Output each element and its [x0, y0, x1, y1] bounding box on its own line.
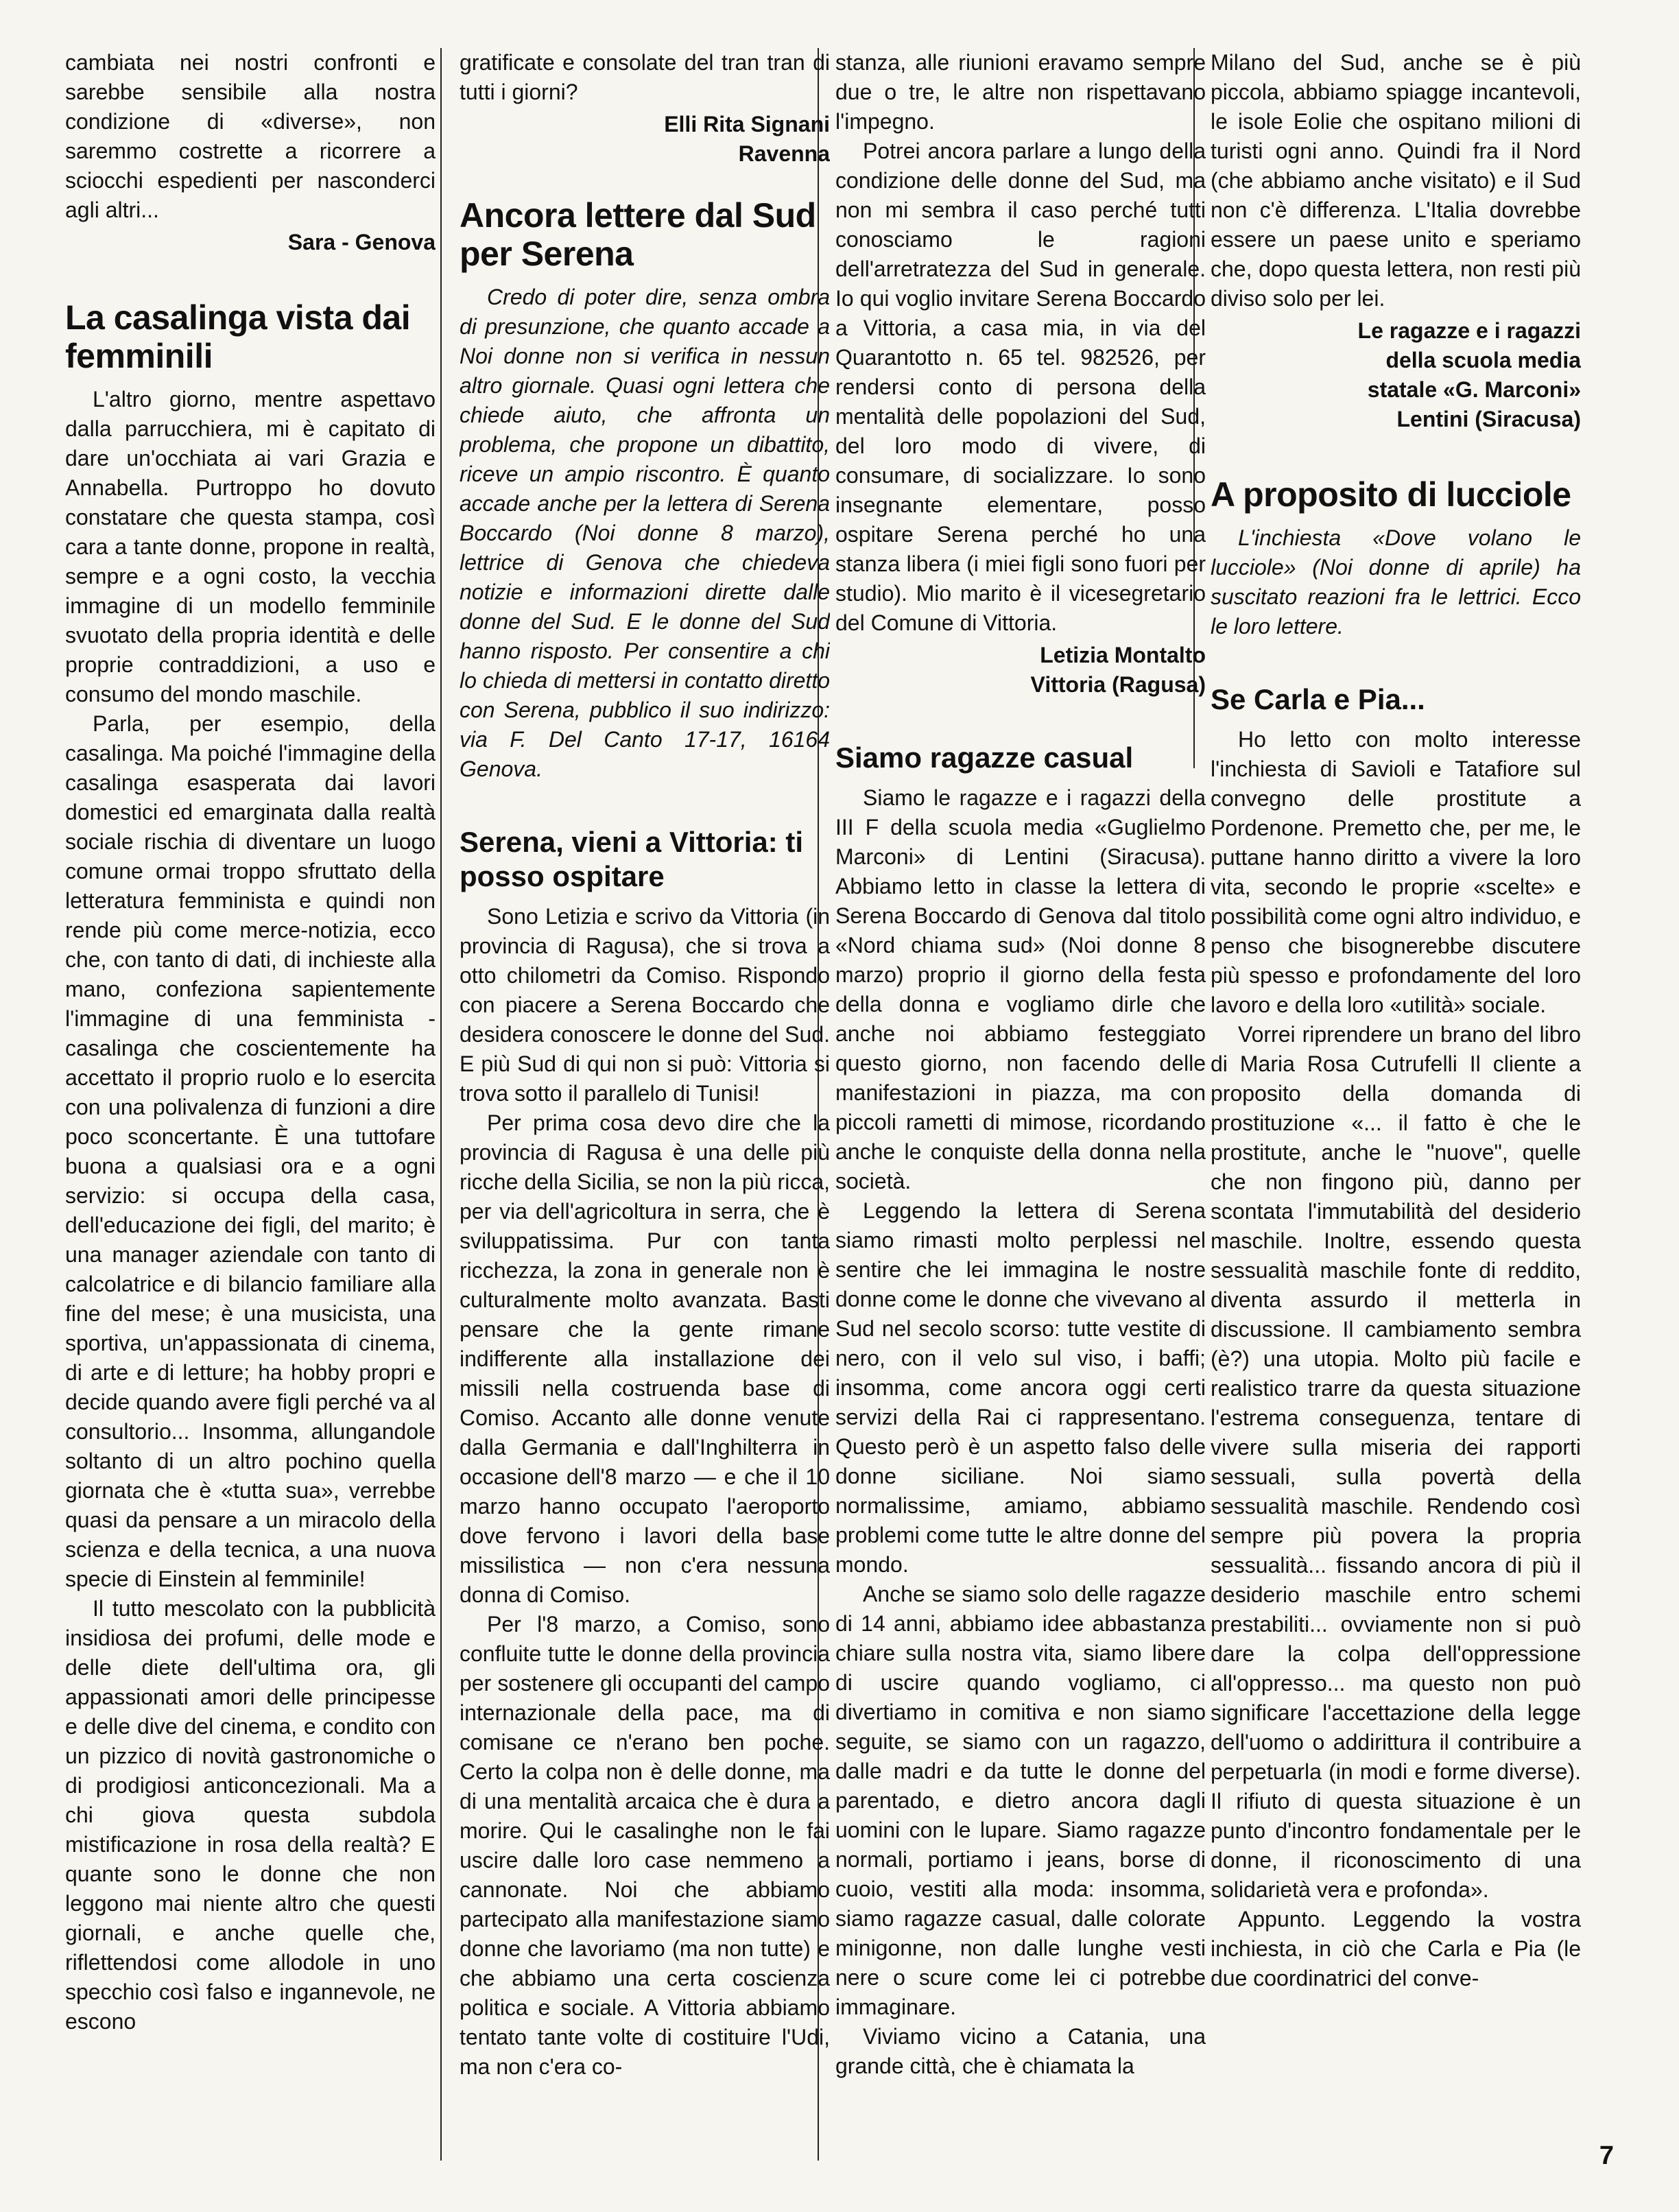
letter-continuation: gratificate e consolate del tran tran di tutti i giorni? — [460, 50, 830, 104]
article-title: A proposito di lucciole — [1211, 475, 1571, 514]
letter-continuation: stanza, alle riunioni eravamo sempre due o tre, le altre non rispettavano l'impegno. — [835, 50, 1206, 134]
paragraph: Per l'8 marzo, a Comiso, sono confluite tutte le donne della provincia per sostenere gli occupanti del campo internazionale della pace, ma di comisane ce n'erano ben poche. Certo la colpa non è delle donne, ma di una mentalità arcaica che è dura a morire. Qui le casalinghe non le fai uscire dalle loro case nemmeno a cannonate. Noi che abbiamo partecipato alla manifestazione siamo donne che lavoriamo (ma non tutte) e che abbiamo una certa coscienza politica e sociale. A Vittoria abbiamo tentato tante volte di costituire l'Udi, ma non c'era co- — [460, 1612, 830, 2079]
article-lead: L'inchiesta «Dove volano le lucciole» (Noi donne di aprile) ha suscitato reazioni fra le lettrici. Ecco le loro lettere. — [1211, 525, 1581, 639]
article-title: Ancora lettere dal Sud per Serena — [460, 196, 816, 273]
paragraph: Appunto. Leggendo la vostra inchiesta, in ciò che Carla e Pia (le due coordinatrici del conve- — [1211, 1907, 1581, 1990]
paragraph: Vorrei riprendere un brano del libro di Maria Rosa Cutrufelli Il cliente a proposito della domanda di prostituzione «... il fatto è che le prostitute, anche le "nuove", quelle che non fingono più, danno per scontata l'immutabilità del desiderio maschile. Inoltre, essendo questa sessualità maschile fonte di reddito, diventa assurdo il metterla in discussione. Il cambiamento sembra (è?) una utopia. Molto più facile e realistico trarre da questa situazione l'estrema conseguenza, tentare di vivere sulla miseria dei rapporti sessuali, sulla povertà della sessualità maschile. Rendendo così sempre più povera la propria sessualità... fissando ancora di più il desiderio maschile entro schemi prestabiliti... ovviamente non si può dare la colpa dell'oppressione all'oppresso... ma questo non può significare l'accettazione della legge dell'uomo o addirittura il contribuire a perpetuarla (in modi e forme diverse). Il rifiuto di questa situazione è un punto d'incontro fondamentale per le donne, il riconoscimento di una solidarietà vera e profonda». — [1211, 1022, 1581, 1902]
column-1 — [65, 48, 436, 2130]
letter-signature: Elli Rita Signani Ravenna — [664, 112, 830, 166]
letter-continuation: cambiata nei nostri confronti e sarebbe sensibile alla nostra condizione di «diverse», non saremmo costrette a ricorrere a sciocchi espedienti per nasconderci agli altri... — [65, 50, 436, 222]
letter-signature: Le ragazze e i ragazzi della scuola media statale «G. Marconi» Lentini (Siracusa) — [1357, 318, 1581, 431]
paragraph: Parla, per esempio, della casalinga. Ma poiché l'immagine della casalinga esasperata dai lavori domestici ed emarginata dalla realtà sociale rischia di diventare un luogo comune ormai troppo sfruttato della letteratura femminista e quindi non rende più come merce-notizia, ecco che, con tanto di dati, di inchieste alla mano, confeziona sapientemente l'immagine di una femminista - casalinga che coscientemente ha accettato il proprio ruolo e lo esercita con una polivalenza di funzioni a dire poco sconcertante. È una tuttofare buona a qualsiasi ora e a ogni servizio: si occupa della casa, dell'educazione dei figli, del marito; è una manager aziendale con tanto di calcolatrice e di bilancio familiare alla fine del mese; è una musicista, una sportiva, un'appassionata di cinema, di arte e di letture; ha hobby propri e decide quando avere figli perché va al consultorio... Insomma, allungandole soltanto di un altro pochino quella giornata che è «tutta sua», verrebbe quasi da pensare a un miracolo della scienza e della tecnica, a una nuova specie di Einstein al femminile! — [65, 711, 436, 1591]
paragraph: Anche se siamo solo delle ragazze di 14 anni, abbiamo idee abbastanza chiare sulla nostra vita, siamo libere di uscire quando vogliamo, ci divertiamo in comitiva e non siamo seguite, se siamo con un ragazzo, dalle madri e da tutte le donne del parentado, e dietro ancora dagli uomini con le lupare. Siamo ragazze normali, portiamo i jeans, borse di cuoio, vestiti alla moda: insomma, siamo ragazze casual, dalle colorate minigonne, non dalle lunghe vesti nere o scure come lei ci potrebbe immaginare. — [835, 1582, 1206, 2019]
letter-continuation: Milano del Sud, anche se è più piccola, abbiamo spiagge incantevoli, le isole Eolie che ospitano milioni di turisti ogni anno. Quindi fra il Nord (che abbiamo anche visitato) e il Sud non c'è differenza. L'Italia dovrebbe essere un paese unito e speriamo che, dopo questa lettera, non resti più diviso solo per lei. — [1211, 50, 1581, 311]
column-3 — [835, 48, 1206, 2130]
column-divider — [440, 48, 442, 2161]
paragraph: Potrei ancora parlare a lungo della condizione delle donne del Sud, ma non mi sembra il caso perché tutti conosciamo le ragioni dell'arretratezza del Sud in generale. Io qui voglio invitare Serena Boccardo a Vittoria, a casa mia, in via del Quarantotto n. 65 tel. 982526, per rendersi conto di persona della mentalità delle popolazioni del Sud, del loro modo di vivere, di consumare, di socializzare. Io sono insegnante elementare, posso ospitare Serena perché ho una stanza libera (i miei figli sono fuori per studio). Mio marito è il vicesegretario del Comune di Vittoria. — [835, 139, 1206, 635]
letter-title: Se Carla e Pia... — [1211, 683, 1425, 715]
paragraph: Siamo le ragazze e i ragazzi della III F della scuola media «Guglielmo Marconi» di Lentini (Siracusa). Abbiamo letto in classe la lettera di Serena Boccardo di Genova dal titolo «Nord chiama sud» (Noi donne 8 marzo) proprio il giorno della festa della donna e vogliamo dirle che anche noi abbiamo festeggiato questo giorno, non facendo delle manifestazioni in piazza, ma con piccoli rametti di mimose, ricordando anche le conquiste della donna nella società. — [835, 785, 1206, 1193]
column-4 — [1211, 48, 1581, 2130]
article-lead: Credo di poter dire, senza ombra di presunzione, che quanto accade a Noi donne non si verifica in nessun altro giornale. Quasi ogni lettera che chiede aiuto, che affronta un problema, che propone un dibattito, riceve un ampio riscontro. È quanto accade anche per la lettera di Serena Boccardo (Noi donne 8 marzo), lettrice di Genova che chiedeva notizie e informazioni dirette dalle donne del Sud. E le donne del Sud hanno risposto. Per consentire a chi lo chieda di mettersi in contatto diretto con Serena, pubblico il suo indirizzo: via F. Del Canto 17-17, 16164 Genova. — [460, 285, 830, 781]
paragraph: Per prima cosa devo dire che la provincia di Ragusa è una delle più ricche della Sicilia, se non la più ricca, per via dell'agricoltura in serra, che è sviluppatissima. Pur con tanta ricchezza, la zona in generale non è culturalmente molto avanzata. Basti pensare che la gente rimane indifferente alla installazione dei missili nella costruenda base di Comiso. Accanto alle donne venute dalla Germania e dall'Inghilterra in occasione dell'8 marzo — e che il 10 marzo hanno occupato l'aeroporto dove fervono i lavori della base missilistica — non c'era nessuna donna di Comiso. — [460, 1110, 830, 1607]
column-2 — [460, 48, 830, 2130]
letter-signature: Letizia Montalto Vittoria (Ragusa) — [1030, 643, 1206, 697]
article-title: La casalinga vista dai femminili — [65, 298, 411, 375]
paragraph: Sono Letizia e scrivo da Vittoria (in provincia di Ragusa), che si trova a otto chilometri da Comiso. Rispondo con piacere a Serena Boccardo che desidera conoscere le donne del Sud. E più Sud di qui non si può: Vittoria si trova sotto il parallelo di Tunisi! — [460, 904, 830, 1106]
paragraph: Leggendo la lettera di Serena siamo rimasti molto perplessi nel sentire che lei immagina le nostre donne come le donne che vivevano al Sud nel secolo scorso: tutte vestite di nero, con il velo sul viso, i baffi; insomma, come ancora oggi certi servizi della Rai ci rappresentano. Questo però è un aspetto falso delle donne siciliane. Noi siamo normalissime, amiamo, abbiamo problemi come tutte le altre donne del mondo. — [835, 1198, 1206, 1577]
letter-title: Siamo ragazze casual — [835, 741, 1134, 774]
paragraph: Il tutto mescolato con la pubblicità insidiosa dei profumi, delle mode e delle diete dell'ultima ora, gli appassionati amori delle principesse e delle dive del cinema, e condito con un pizzico di novità gastronomiche o di prodigiosi anticoncezionali. Ma a chi giova questa subdola mistificazione in rosa della realtà? E quante sono le donne che non leggono mai niente altro che questi giornali, e anche quelle che, riflettendosi come allodole in uno specchio così falso e ingannevole, ne escono — [65, 1596, 436, 2034]
paragraph: L'altro giorno, mentre aspettavo dalla parrucchiera, mi è capitato di dare un'occhiata ai vari Grazia e Annabella. Purtroppo ho dovuto constatare che questa stampa, così cara a tante donne, propone in realtà, sempre e a ogni costo, la vecchia immagine di un modello femminile svuotato della propria identità e delle proprie contraddizioni, a uso e consumo del mondo maschile. — [65, 387, 436, 706]
paragraph: Viviamo vicino a Catania, una grande città, che è chiamata la — [835, 2024, 1206, 2078]
letter-signature: Sara - Genova — [287, 230, 436, 254]
paragraph: Ho letto con molto interesse l'inchiesta di Savioli e Tatafiore sul convegno delle prostitute a Pordenone. Premetto che, per me, le puttane hanno diritto a vivere la loro vita, secondo le proprie «scelte» e possibilità come ogni altro individuo, e penso che bisognerebbe discutere più spesso e profondamente del loro lavoro e della loro «utilità» sociale. — [1211, 727, 1581, 1017]
page-number: 7 — [1599, 2141, 1614, 2170]
letter-title: Serena, vieni a Vittoria: ti posso ospitare — [460, 826, 804, 892]
